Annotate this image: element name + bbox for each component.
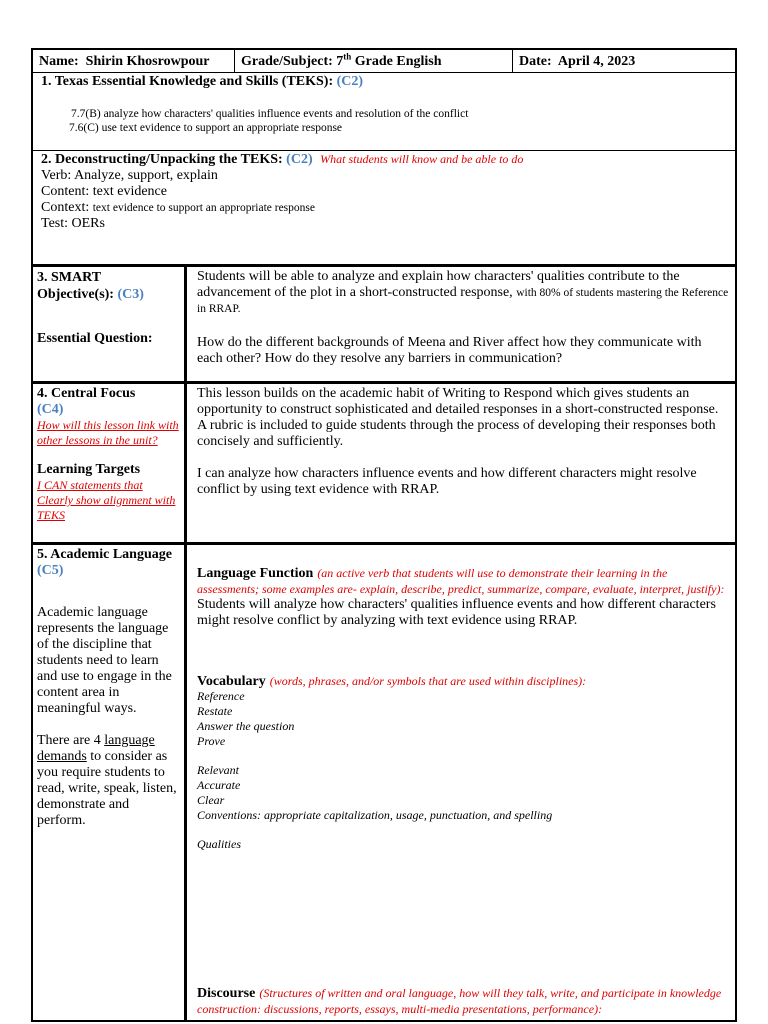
- central-focus-text: This lesson builds on the academic habit of Writing to Respond which gives students an opportunity to construct sophisticated and detailed responses in a short-constructed response. A rubric is included to guide students through the process of developing their responses both concisely and sufficiently.: [197, 386, 719, 449]
- content-label: Content:: [41, 184, 90, 199]
- demands-text-end: to consider as you require students to read, write, speak, listen, demonstrate and perform.: [37, 749, 177, 828]
- name-value: Shirin Khosrowpour: [85, 54, 210, 69]
- vocab-term: Qualities: [197, 837, 241, 851]
- verb-value: Analyze, support, explain: [74, 168, 218, 183]
- divider: [33, 150, 735, 151]
- central-focus-left: [33, 384, 187, 542]
- vocab-term: Prove: [197, 734, 226, 748]
- vocab-group-3: [197, 837, 729, 852]
- smart-objective: [197, 269, 729, 317]
- vocabulary-note: (words, phrases, and/or symbols that are used within disciplines):: [269, 674, 587, 688]
- section-3-title: [37, 269, 180, 303]
- section-2-title: [41, 152, 729, 168]
- teks-box: [31, 48, 737, 266]
- demands-term: language demands: [37, 733, 155, 764]
- vocab-term: Answer the question: [197, 719, 295, 733]
- section-5-code: (C5): [37, 563, 64, 578]
- section-1-heading: 1. Texas Essential Knowledge and Skills (TEKS):: [41, 74, 334, 89]
- objective-right: [191, 267, 735, 381]
- section-1: [41, 74, 729, 134]
- objective-text: Students will be able to analyze and explain how characters' qualities contribute to the advancement of the plot in a short-constructed response,: [197, 269, 680, 300]
- section-2-code: (C2): [286, 152, 313, 167]
- section-4-title: 4. Central Focus: [37, 386, 136, 401]
- central-focus-box: [31, 382, 737, 544]
- name-cell: [33, 50, 235, 72]
- content-line: [41, 184, 729, 200]
- teks-item: 7.7(B) analyze how characters' qualities influence events and resolution of the conflict: [71, 108, 469, 120]
- learning-targets-label: Learning Targets: [37, 462, 141, 477]
- section-3-heading: 3. SMART Objective(s):: [37, 270, 114, 302]
- section-4-note: How will this lesson link with other lessons in the unit?: [37, 418, 179, 447]
- section-2-note: What students will know and be able to do: [320, 152, 524, 166]
- essential-question-label: Essential Question:: [37, 331, 153, 346]
- vocab-term: Reference: [197, 689, 245, 703]
- objective-mastery: with 80% of students mastering the Reference in RRAP.: [197, 287, 729, 315]
- discourse: [197, 985, 729, 1017]
- language-function-note: (an active verb that students will use to demonstrate their learning in the assessments; some examples are- explain, describe, predict, summarize, compare, evaluate, interpret, justify):: [197, 566, 725, 596]
- section-2: [41, 152, 729, 232]
- content-value: text evidence: [92, 184, 167, 199]
- date-cell: [513, 50, 735, 72]
- section-1-code: (C2): [336, 74, 364, 89]
- language-function-text: Students will analyze how characters' qualities influence events and how different characters might resolve conflict by analyzing with text evidence using RRAP.: [197, 597, 716, 628]
- discourse-label: Discourse: [197, 986, 256, 1001]
- vocab-term: Conventions: appropriate capitalization, usage, punctuation, and spelling: [197, 808, 553, 822]
- section-4-code: (C4): [37, 402, 64, 417]
- verb-line: [41, 168, 729, 184]
- section-3-code: (C3): [117, 287, 144, 302]
- vocab-term: Restate: [197, 704, 233, 718]
- vocabulary-label: Vocabulary: [197, 674, 266, 689]
- language-function-label: Language Function: [197, 566, 314, 581]
- section-5-title: 5. Academic Language: [37, 547, 172, 562]
- grade-cell: [235, 50, 513, 72]
- name-label: Name:: [39, 54, 79, 69]
- verb-label: Verb:: [41, 168, 72, 183]
- grade-number: 7: [336, 54, 344, 69]
- learning-target-text: I can analyze how characters influence events and how different characters might resolve conflict by using text evidence with RRAP.: [197, 466, 697, 497]
- central-focus-right: [191, 384, 735, 542]
- context-line: [41, 200, 729, 216]
- objective-box: [31, 265, 737, 383]
- discourse-note: (Structures of written and oral language, how will they talk, write, and participate in knowledge construction: discussions, reports, essays, multi-media presentations, performance):: [197, 986, 722, 1016]
- vocab-term: Clear: [197, 793, 225, 807]
- vocab-group-1: [197, 689, 729, 749]
- date-label: Date:: [519, 54, 552, 69]
- context-label: Context:: [41, 200, 90, 215]
- test-line: [41, 216, 729, 232]
- learning-targets-note: I CAN statements that Clearly show alignment with TEKS: [37, 478, 176, 522]
- essential-question: How do the different backgrounds of Meena and River affect how they communicate with each other? How do they resolve any barriers in communication?: [197, 335, 702, 366]
- grade-subject: Grade English: [354, 54, 442, 69]
- teks-item: 7.6(C) use text evidence to support an appropriate response: [69, 122, 343, 134]
- test-label: Test:: [41, 216, 69, 231]
- grade-label: Grade/Subject:: [241, 54, 333, 69]
- academic-language-left: [33, 545, 187, 1020]
- test-value: OERs: [71, 216, 105, 231]
- date-value: April 4, 2023: [557, 54, 636, 69]
- demands-text-start: There are 4: [37, 733, 101, 748]
- grade-suffix: th: [343, 51, 352, 62]
- vocab-group-2: [197, 763, 729, 823]
- vocab-term: Relevant: [197, 763, 239, 777]
- academic-language-desc: Academic language represents the language of the discipline that students need to learn and use to engage in the content area in meaningful ways.: [37, 605, 172, 716]
- language-demands: [37, 733, 180, 829]
- vocabulary: [197, 673, 729, 689]
- context-value: text evidence to support an appropriate response: [92, 202, 315, 214]
- objective-left: [33, 267, 187, 381]
- academic-language-box: [31, 543, 737, 1022]
- section-1-title: [41, 74, 729, 90]
- vocab-term: Accurate: [197, 778, 241, 792]
- header-row: [33, 50, 735, 73]
- academic-language-right: [191, 545, 735, 1020]
- language-function: [197, 565, 729, 597]
- section-2-heading: 2. Deconstructing/Unpacking the TEKS:: [41, 152, 283, 167]
